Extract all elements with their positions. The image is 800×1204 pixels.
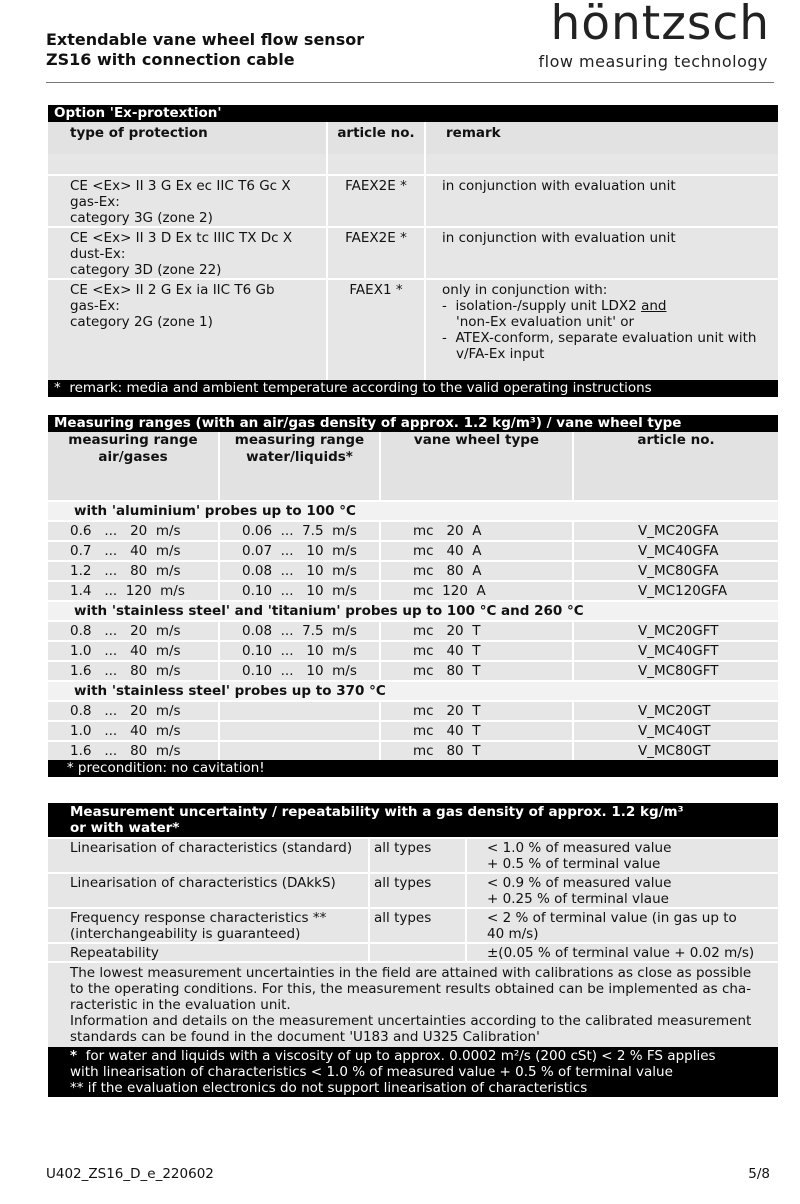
table-row: 0.7 ... 40 m/s 0.07 ... 10 m/s mc 40 A V_MC40GFA <box>48 540 778 560</box>
table-row <box>48 278 778 380</box>
col-article-no: article no. <box>328 122 426 154</box>
uncertainty-types: all types <box>370 907 467 942</box>
uncertainty-value: < 1.0 % of measured value + 0.5 % of terminal value <box>467 837 778 872</box>
measuring-ranges-table <box>48 415 778 777</box>
measuring-ranges-title: Measuring ranges (with an air/gas density of approx. 1.2 kg/m³) / vane wheel type <box>48 415 778 432</box>
uncertainty-types <box>370 942 467 961</box>
group-label-stainless-titanium: with 'stainless steel' and 'titanium' probes up to 100 °C and 260 °C <box>48 600 778 620</box>
col-remark: remark <box>426 122 778 154</box>
uncertainty-value: < 0.9 % of measured value + 0.25 % of terminal vlaue <box>467 872 778 907</box>
ex-protection-table <box>48 105 778 397</box>
uncertainty-label: Linearisation of characteristics (DAkkS) <box>48 872 370 907</box>
remark: only in conjunction with: - isolation-/supply unit LDX2 and 'non-Ex evaluation unit' or - ATEX-conform, separate evaluation unit with v/FA-Ex input <box>426 278 778 380</box>
table-row <box>48 837 778 872</box>
uncertainty-types: all types <box>370 837 467 872</box>
table-row: 0.8 ... 20 m/s 0.08 ... 7.5 m/s mc 20 T V_MC20GFT <box>48 620 778 640</box>
uncertainty-label: Repeatability <box>48 942 370 961</box>
group-label-aluminium: with 'aluminium' probes up to 100 °C <box>48 500 778 520</box>
table-row: 1.0 ... 40 m/s 0.10 ... 10 m/s mc 40 T V_MC40GFT <box>48 640 778 660</box>
remark: in conjunction with evaluation unit <box>426 174 778 226</box>
uncertainty-label: Linearisation of characteristics (standard) <box>48 837 370 872</box>
table-row: 1.0 ... 40 m/s mc 40 T V_MC40GT <box>48 720 778 740</box>
header-divider <box>46 82 774 83</box>
table-row: 0.6 ... 20 m/s 0.06 ... 7.5 m/s mc 20 A V_MC20GFA <box>48 520 778 540</box>
brand-tagline: flow measuring technology <box>538 52 768 71</box>
table-row <box>48 907 778 942</box>
uncertainty-value: ±(0.05 % of terminal value + 0.02 m/s) <box>467 942 778 961</box>
col-vane-wheel-type: vane wheel type <box>381 432 574 500</box>
article-no: FAEX2E * <box>328 174 426 226</box>
table-row <box>48 174 778 226</box>
uncertainty-title: Measurement uncertainty / repeatability with a gas density of approx. 1.2 kg/m³ or with water* <box>48 803 778 837</box>
table-row: 1.6 ... 80 m/s 0.10 ... 10 m/s mc 80 T V_MC80GFT <box>48 660 778 680</box>
measuring-ranges-footnote: * precondition: no cavitation! <box>48 760 778 777</box>
col-range-air: measuring range air/gases <box>48 432 220 500</box>
col-range-water: measuring range water/liquids* <box>220 432 381 500</box>
table-row: 1.6 ... 80 m/s mc 80 T V_MC80GT <box>48 740 778 760</box>
group-label-stainless-370: with 'stainless steel' probes up to 370 °C <box>48 680 778 700</box>
table-row <box>48 942 778 961</box>
uncertainty-value: < 2 % of terminal value (in gas up to 40 m/s) <box>467 907 778 942</box>
page-number: 5/8 <box>748 1166 770 1182</box>
uncertainty-label: Frequency response characteristics ** (interchangeability is guaranteed) <box>48 907 370 942</box>
document-id: U402_ZS16_D_e_220602 <box>46 1166 214 1182</box>
uncertainty-note: The lowest measurement uncertainties in the field are attained with calibrations as close as possible to the operating conditions. For this, the measurement results obtained can be implemented as cha- racteristic in the evaluation unit. Information and details on the measurement uncertainties according to the calibrated measurement standards can be found in the document 'U183 and U325 Calibration' <box>48 961 778 1047</box>
col-article-no: article no. <box>574 432 778 500</box>
remark: in conjunction with evaluation unit <box>426 226 778 278</box>
doc-title-line1: Extendable vane wheel flow sensor <box>46 30 365 49</box>
uncertainty-types: all types <box>370 872 467 907</box>
protection-type: CE <Ex> II 3 G Ex ec IIC T6 Gc X gas-Ex: category 3G (zone 2) <box>48 174 328 226</box>
table-row: 0.8 ... 20 m/s mc 20 T V_MC20GT <box>48 700 778 720</box>
brand-logo: höntzsch <box>550 0 770 51</box>
doc-title-line2: ZS16 with connection cable <box>46 50 295 69</box>
table-row: 1.2 ... 80 m/s 0.08 ... 10 m/s mc 80 A V_MC80GFA <box>48 560 778 580</box>
table-row <box>48 872 778 907</box>
uncertainty-table <box>48 803 778 1097</box>
table-row: 1.4 ... 120 m/s 0.10 ... 10 m/s mc 120 A V_MC120GFA <box>48 580 778 600</box>
uncertainty-footnote: * for water and liquids with a viscosity of up to approx. 0.0002 m²/s (200 cSt) < 2 % FS applies with linearisation of characteristics < 1.0 % of measured value + 0.5 % of terminal value ** if the evaluation electronics do not support linearisation of characteristics <box>48 1047 778 1097</box>
protection-type: CE <Ex> II 3 D Ex tc IIIC TX Dc X dust-Ex: category 3D (zone 22) <box>48 226 328 278</box>
table-row <box>48 226 778 278</box>
article-no: FAEX1 * <box>328 278 426 380</box>
article-no: FAEX2E * <box>328 226 426 278</box>
protection-type: CE <Ex> II 2 G Ex ia IIC T6 Gb gas-Ex: category 2G (zone 1) <box>48 278 328 380</box>
ex-protection-title: Option 'Ex-protextion' <box>48 105 778 122</box>
ex-protection-footnote: * remark: media and ambient temperature according to the valid operating instructions <box>48 380 778 397</box>
col-type-of-protection: type of protection <box>48 122 328 154</box>
